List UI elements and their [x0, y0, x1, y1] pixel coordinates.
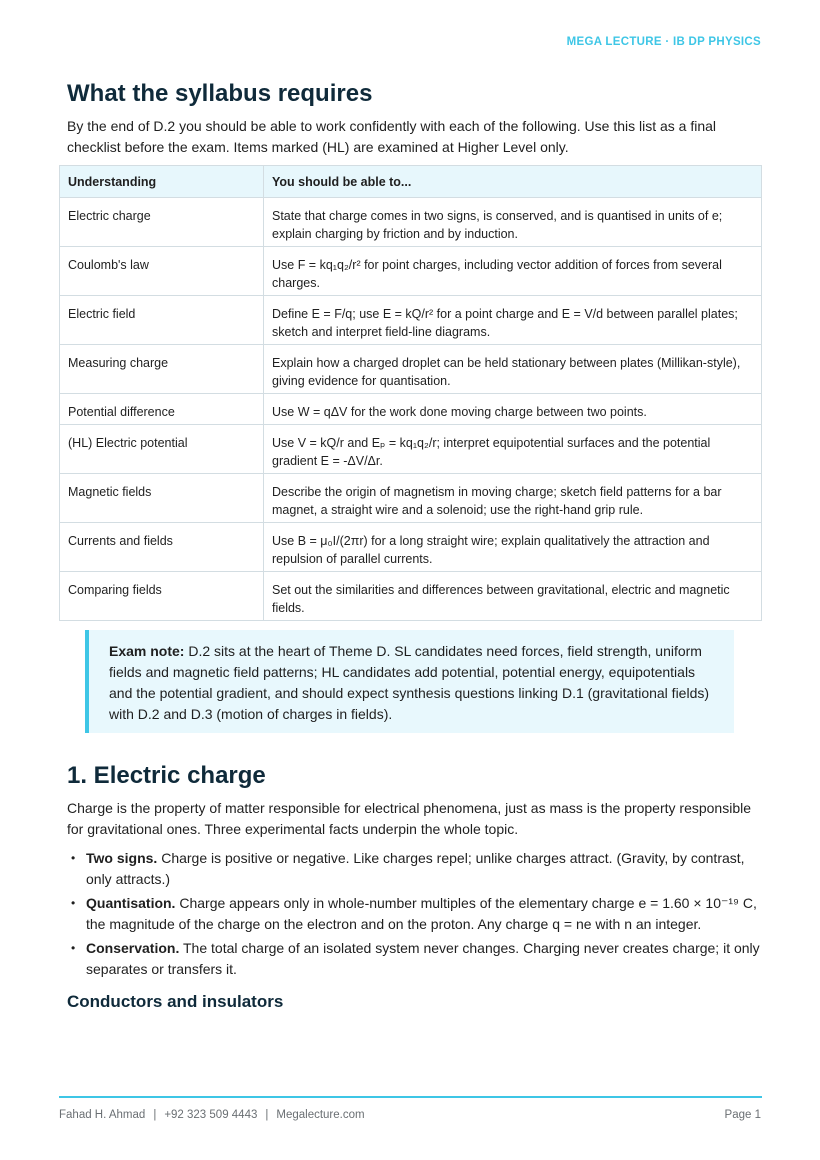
footer-author: Fahad H. Ahmad [59, 1109, 146, 1121]
page-number: Page 1 [724, 1109, 761, 1121]
row-topic: Coulomb's law [60, 247, 264, 296]
row-topic: Potential difference [60, 394, 264, 425]
fact-text: The total charge of an isolated system never changes. Charging never creates charge; it only separates or transfers it. [86, 940, 760, 977]
row-skill: Use W = qΔV for the work done moving charge between two points. [264, 394, 762, 425]
row-skill: Use B = μ₀I/(2πr) for a long straight wire; explain qualitatively the attraction and repulsion of parallel currents. [264, 523, 762, 572]
row-topic: (HL) Electric potential [60, 425, 264, 474]
footer-phone: +92 323 509 4443 [164, 1109, 258, 1121]
table-row [60, 198, 762, 247]
row-skill: Define E = F/q; use E = kQ/r² for a point charge and E = V/d between parallel plates; sketch and interpret field-line diagrams. [264, 296, 762, 345]
row-skill: Describe the origin of magnetism in moving charge; sketch field patterns for a bar magnet, a straight wire and a solenoid; use the right-hand grip rule. [264, 474, 762, 523]
fact-text: Charge appears only in whole-number multiples of the elementary charge e = 1.60 × 10⁻¹⁹ C, the magnitude of the charge on the electron and on the proton. Any charge q = ne with n an integer. [86, 895, 757, 932]
row-topic: Comparing fields [60, 572, 264, 621]
syllabus-section [67, 78, 762, 158]
exam-note-text: D.2 sits at the heart of Theme D. SL candidates need forces, field strength, uniform fields and magnetic field patterns; HL candidates add potential, potential energy, equipotentials and the potential gradient, and should expect synthesis questions linking D.1 (gravitational fields) with D.2 and D.3 (motion of charges in fields). [109, 643, 710, 722]
exam-note-callout [85, 630, 734, 733]
row-topic: Electric charge [60, 198, 264, 247]
column-header-understanding: Understanding [60, 166, 264, 198]
facts-list [67, 848, 762, 980]
exam-note-label: Exam note: [109, 643, 185, 659]
section-intro: Charge is the property of matter responsible for electrical phenomena, just as mass is the property responsible for gravitational ones. Three experimental facts underpin the whole topic. [67, 800, 752, 837]
section-electric-charge [67, 760, 762, 1012]
row-skill: Explain how a charged droplet can be held stationary between plates (Millikan-style), giving evidence for quantisation. [264, 345, 762, 394]
list-item [67, 893, 762, 935]
fact-term: Quantisation. [86, 895, 176, 911]
table-row [60, 247, 762, 296]
row-skill: Use V = kQ/r and Eₚ = kq₁q₂/r; interpret equipotential surfaces and the potential gradient E = -ΔV/Δr. [264, 425, 762, 474]
table-row [60, 523, 762, 572]
row-skill: Set out the similarities and differences between gravitational, electric and magnetic fields. [264, 572, 762, 621]
fact-term: Conservation. [86, 940, 180, 956]
subheading: Conductors and insulators [67, 992, 284, 1011]
section-title: 1. Electric charge [67, 762, 266, 789]
syllabus-intro: By the end of D.2 you should be able to work confidently with each of the following. Use this list as a final checklist before the exam. Items marked (HL) are examined at Higher Level only. [67, 118, 717, 155]
row-skill: Use F = kq₁q₂/r² for point charges, including vector addition of forces from several charges. [264, 247, 762, 296]
table-row [60, 394, 762, 425]
list-item [67, 938, 762, 980]
table-row [60, 572, 762, 621]
row-topic: Measuring charge [60, 345, 264, 394]
table-row [60, 425, 762, 474]
row-skill: State that charge comes in two signs, is conserved, and is quantised in units of e; explain charging by friction and by induction. [264, 198, 762, 247]
footer-site-link[interactable]: Megalecture.com [276, 1109, 365, 1121]
fact-text: Charge is positive or negative. Like charges repel; unlike charges attract. (Gravity, by contrast, only attracts.) [86, 850, 745, 887]
column-header-skills: You should be able to... [264, 166, 762, 198]
fact-term: Two signs. [86, 850, 158, 866]
row-topic: Currents and fields [60, 523, 264, 572]
footer-divider [59, 1096, 762, 1098]
page-title: What the syllabus requires [67, 80, 373, 107]
table-row [60, 296, 762, 345]
table-row [60, 474, 762, 523]
list-item [67, 848, 762, 890]
row-topic: Magnetic fields [60, 474, 264, 523]
table-row [60, 345, 762, 394]
row-topic: Electric field [60, 296, 264, 345]
header-brand: MEGA LECTURE · IB DP PHYSICS [566, 36, 761, 48]
footer-contact: Fahad H. Ahmad | +92 323 509 4443 | Megalecture.com [59, 1109, 365, 1121]
syllabus-table [59, 165, 762, 621]
